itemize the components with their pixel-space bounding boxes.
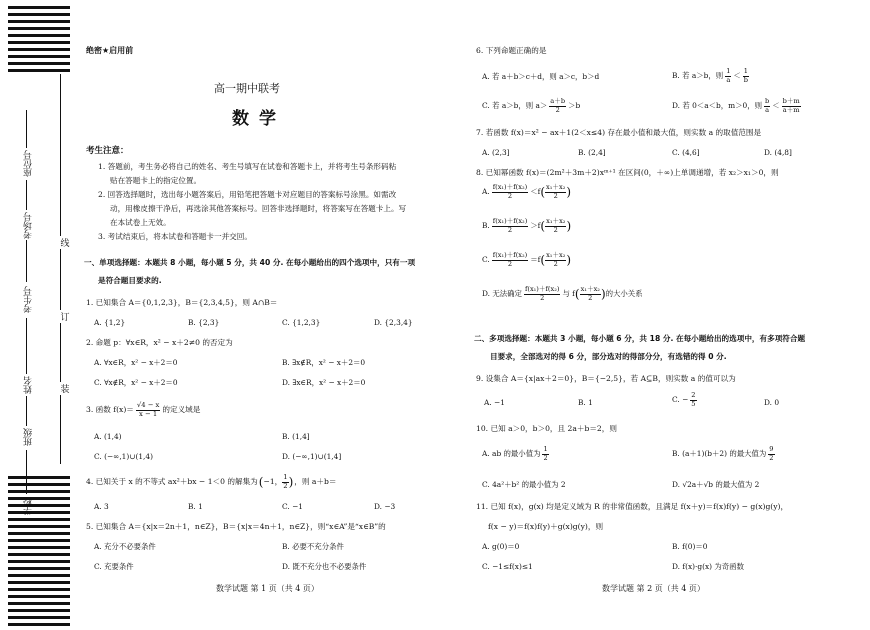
candidate-number-label: 考生号 [24, 286, 34, 313]
page-1-footer: 数学试题 第 1 页（共 4 页） [216, 584, 319, 593]
q3-option-c: C. (−∞,1)∪(1,4) [94, 452, 153, 461]
q6b-num-2: 1 [743, 67, 748, 75]
note-line: 在本试卷上无效。 [110, 218, 171, 227]
fold-char-mount: 装 [58, 382, 72, 395]
q8a-den-x: 2 [553, 191, 558, 200]
q4-option-d: D. −3 [374, 502, 396, 511]
q6d-den-1: a [765, 105, 770, 114]
q9c-fraction [690, 392, 696, 408]
q8b-num-f: f(x₁)＋f(x₂) [492, 217, 528, 226]
q8b-den-f: 2 [507, 225, 513, 234]
q3-numerator: √4 − x [136, 401, 160, 409]
q8c-num-f: f(x₁)＋f(x₂) [492, 251, 528, 260]
q8c-fraction-f [492, 252, 529, 268]
section-2-heading: 二、多项选择题：本题共 3 小题，每小题 6 分，共 18 分. 在每小题给出的选项中，有多项符合题 [474, 334, 806, 343]
q7-option-c: C. (4,6] [672, 148, 700, 157]
exam-name: 高一期中联考 [214, 82, 280, 95]
q10a-fraction [542, 446, 548, 462]
question-4-stem: 4. 已知关于 x 的不等式 ax²＋bx − 1＜0 的解集为 ( −1， $\frac{1}{2}$ ) ，则 a＋b＝ [86, 473, 337, 490]
q5-option-b: B. 必要不充分条件 [282, 542, 344, 551]
q8a-fraction-x [545, 184, 566, 200]
exam-page-1 [78, 0, 450, 630]
question-11-stem: 11. 已知 f(x)，g(x) 均是定义域为 R 的非常值函数，且满足 f(x＋y)＝f(x)f(y) − g(x)g(y)， [476, 502, 789, 511]
q6d-text: D. 若 0＜a＜b，m＞0，则 [672, 101, 762, 111]
q4-stem-tail: ，则 a＋b＝ [294, 477, 337, 487]
q4-denominator: 2 [283, 481, 288, 490]
q8d-mid: 与 f [562, 289, 575, 299]
q6d-num-1: b [765, 97, 770, 105]
q8d-num-f: f(x₁)＋f(x₂) [524, 285, 560, 294]
q9c-text: C. − [672, 395, 689, 405]
binding-strip [8, 0, 70, 630]
q5-option-c: C. 充要条件 [94, 562, 134, 571]
question-6-stem: 6. 下列命题正确的是 [476, 46, 547, 55]
section-1-heading-cont: 是符合题目要求的. [98, 276, 162, 285]
q6-option-c [482, 98, 580, 114]
q9-option-b: B. 1 [578, 398, 593, 407]
q10a-text: A. ab 的最小值为 [482, 449, 541, 459]
q3-fraction [136, 402, 161, 419]
q11-option-c: C. −1≤f(x)≤1 [482, 562, 533, 571]
q1-option-b: B. {2,3} [188, 318, 220, 327]
name-label: 姓名 [24, 376, 34, 394]
q4-interval-left: −1， [263, 477, 283, 487]
q11-option-a: A. g(0)＝0 [482, 542, 520, 551]
q8-option-d: D. 无法确定 $\frac{\text{f(x₁)＋f(x₂)}}{2}$ 与 f ( $\frac{\text{x₁＋x₂}}{2}$ ) 的大小关系 [482, 285, 643, 302]
school-label: 学校 [24, 497, 34, 515]
q8a-num-x: x₁＋x₂ [546, 183, 566, 192]
q8a-num-f: f(x₁)＋f(x₂) [492, 183, 528, 192]
q8c-den-f: 2 [507, 259, 513, 268]
note-line: 动，用橡皮擦干净后，再选涂其他答案标号。回答非选择题时，将答案写在答题卡上。写 [110, 204, 407, 213]
q3-stem-tail: 的定义域是 [162, 405, 201, 415]
q3-option-d: D. (−∞,1)∪(1,4] [282, 452, 342, 461]
q8d-num-x: x₁＋x₂ [580, 285, 600, 294]
section-1-heading: 一、单项选择题：本题共 8 小题，每小题 5 分，共 40 分. 在每小题给出的四个选项中，只有一项 [84, 258, 416, 267]
notes-title: 考生注意： [86, 146, 129, 156]
q6b-den-2: b [743, 75, 749, 84]
q9c-den: 5 [691, 399, 696, 408]
q5-option-d: D. 既不充分也不必要条件 [282, 562, 367, 571]
q6b-den-1: a [726, 75, 731, 84]
q8c-relation: ＝f [530, 255, 541, 265]
question-1-stem: 1. 已知集合 A＝{0,1,2,3}，B＝{2,3,4,5}，则 A∩B＝ [86, 298, 278, 307]
q9-option-c [672, 392, 699, 408]
q8b-den-x: 2 [553, 225, 558, 234]
q6b-fraction-2 [743, 68, 749, 84]
q6b-fraction-1 [725, 68, 731, 84]
question-11-stem-cont: f(x − y)＝f(x)f(y)＋g(x)g(y)，则 [488, 522, 604, 531]
q8c-label: C. [482, 255, 490, 265]
q10a-den: 2 [543, 453, 548, 462]
note-line: 2. 回答选择题时，选出每小题答案后，用铅笔把答题卡对应题目的答案标号涂黑。如需改 [98, 190, 397, 199]
q8c-num-x: x₁＋x₂ [546, 251, 566, 260]
q8d-den-x: 2 [588, 293, 593, 302]
q2-option-a: A. ∀x∈R，x² − x＋2＝0 [94, 358, 178, 367]
q7-option-a: A. (2,3] [482, 148, 510, 157]
question-7-stem: 7. 若函数 f(x)＝x² − ax＋1(2＜x≤4) 存在最小值和最大值，则实数 a 的取值范围是 [476, 128, 762, 137]
q8d-text: D. 无法确定 [482, 289, 522, 299]
q4-option-c: C. −1 [282, 502, 303, 511]
q8a-relation: ＜f [530, 187, 541, 197]
q11-option-b: B. f(0)＝0 [672, 542, 708, 551]
fold-char-line: 线 [58, 236, 72, 249]
q9-option-a: A. −1 [484, 398, 505, 407]
q6c-text: C. 若 a＞b，则 a＞ [482, 101, 548, 111]
q9-option-d: D. 0 [764, 398, 780, 407]
q8a-label: A. [482, 187, 490, 197]
note-line: 贴在答题卡上的指定位置。 [110, 176, 202, 185]
q3-stem-text: 3. 函数 f(x)＝ [86, 405, 134, 415]
q4-numerator: 1 [283, 473, 288, 481]
q8-option-b: B. $\frac{\text{f(x₁)＋f(x₂)}}{2}$ ＞f ( $\frac{\text{x₁＋x₂}}{2}$ ) [482, 217, 572, 234]
q5-option-a: A. 充分不必要条件 [94, 542, 156, 551]
q8a-fraction-f [492, 184, 529, 200]
q6d-fraction-2 [782, 98, 801, 114]
q8b-fraction-f [492, 218, 529, 234]
exam-page-2 [468, 0, 860, 630]
q2-option-d: D. ∃x∈R，x² − x＋2＝0 [282, 378, 366, 387]
question-9-stem: 9. 设集合 A＝{x|ax＋2＝0}，B＝{−2,5}，若 A⊆B，则实数 a 的值可以为 [476, 374, 736, 383]
q2-option-c: C. ∀x∉R，x² − x＋2＝0 [94, 378, 178, 387]
q8d-den-f: 2 [540, 293, 545, 302]
q8a-den-f: 2 [507, 191, 513, 200]
q3-denominator: x − 1 [139, 409, 158, 418]
q10-option-b [672, 446, 777, 462]
q10-option-d: D. √2a＋√b 的最大值为 2 [672, 480, 760, 489]
q6d-num-2: b＋m [782, 97, 800, 105]
q6b-relation: ＜ [733, 71, 741, 81]
subject-title: 数学 [232, 109, 286, 129]
q6-option-a: A. 若 a＋b＞c＋d，则 a＞c，b＞d [482, 72, 600, 81]
confidential-mark: 绝密★启用前 [86, 46, 134, 55]
question-5-stem: 5. 已知集合 A＝{x|x＝2n＋1，n∈Z}，B＝{x|x＝4n＋1，n∈Z}，则“x∈A”是“x∈B”的 [86, 522, 386, 531]
note-line: 3. 考试结束后，将本试卷和答题卡一并交回。 [98, 232, 252, 241]
question-3-stem [86, 402, 200, 419]
q10-option-c: C. 4a²＋b² 的最小值为 2 [482, 480, 566, 489]
q1-option-d: D. {2,3,4} [374, 318, 413, 327]
q8c-fraction-x [545, 252, 566, 268]
q3-option-b: B. (1,4] [282, 432, 310, 441]
page-2-footer: 数学试题 第 2 页（共 4 页） [602, 584, 705, 593]
q8d-tail: 的大小关系 [605, 289, 643, 299]
q8b-num-x: x₁＋x₂ [546, 217, 566, 226]
q6b-num-1: 1 [726, 67, 731, 75]
q8-option-c: C. $\frac{\text{f(x₁)＋f(x₂)}}{2}$ ＝f ( $\frac{\text{x₁＋x₂}}{2}$ ) [482, 251, 572, 268]
note-line: 1. 答题前，考生务必将自己的姓名、考生号填写在试卷和答题卡上，并将考生号条形码粘 [98, 162, 397, 171]
q6d-fraction-1 [764, 98, 770, 114]
question-10-stem: 10. 已知 a＞0，b＞0，且 2a＋b＝2，则 [476, 424, 617, 433]
seat-number-label: 座位号 [24, 150, 34, 177]
q10b-fraction [768, 446, 774, 462]
q1-option-c: C. {1,2,3} [282, 318, 321, 327]
q6c-den: 2 [555, 105, 560, 114]
fold-char-bind: 订 [58, 310, 72, 323]
q6-option-d [672, 98, 803, 114]
q4-option-a: A. 3 [94, 502, 109, 511]
q8d-fraction-x [580, 286, 601, 302]
q9c-num: 2 [691, 391, 696, 399]
q8b-label: B. [482, 221, 490, 231]
q10a-num: 1 [543, 445, 548, 453]
q6c-tail: ＞b [568, 101, 581, 111]
q10-option-a [482, 446, 551, 462]
q6-option-b [672, 68, 751, 84]
q6c-num: a＋b [550, 97, 566, 105]
q1-option-a: A. {1,2} [94, 318, 126, 327]
section-2-heading-cont: 目要求，全部选对的得 6 分，部分选对的得部分分，有选错的得 0 分. [490, 352, 727, 361]
q7-option-d: D. (4,8] [764, 148, 792, 157]
q10b-num: 9 [769, 445, 774, 453]
q7-option-b: B. (2,4] [578, 148, 606, 157]
q4-stem-text: 4. 已知关于 x 的不等式 ax²＋bx − 1＜0 的解集为 [86, 477, 258, 487]
q8-option-a: A. $\frac{\text{f(x₁)＋f(x₂)}}{2}$ ＜f ( $\frac{\text{x₁＋x₂}}{2}$ ) [482, 183, 572, 200]
q10b-text: B. (a＋1)(b＋2) 的最大值为 [672, 449, 767, 459]
class-label: 班级 [24, 428, 34, 446]
q8d-fraction-f [524, 286, 561, 302]
q8b-relation: ＞f [530, 221, 541, 231]
q6c-fraction [549, 98, 566, 114]
q8b-fraction-x [545, 218, 566, 234]
exam-room-label: 考场号 [24, 212, 34, 239]
fold-line [60, 74, 61, 464]
q6d-den-2: a＋m [782, 105, 800, 114]
q10b-den: 2 [769, 453, 774, 462]
q11-option-d: D. f(x)·g(x) 为奇函数 [672, 562, 744, 571]
q4-option-b: B. 1 [188, 502, 203, 511]
q3-option-a: A. (1,4) [94, 432, 122, 441]
question-2-stem: 2. 命题 p：∀x∈R，x² − x＋2≠0 的否定为 [86, 338, 233, 347]
q8c-den-x: 2 [553, 259, 558, 268]
question-8-stem: 8. 已知幂函数 f(x)＝(2m²＋3m＋2)xᵐ⁺¹ 在区间(0，＋∞)上单调递增，若 x₂＞x₁＞0，则 [476, 168, 779, 177]
q6b-text: B. 若 a＞b，则 [672, 71, 724, 81]
q6d-relation: ＜ [772, 101, 780, 111]
q2-option-b: B. ∃x∉R，x² − x＋2＝0 [282, 358, 366, 367]
